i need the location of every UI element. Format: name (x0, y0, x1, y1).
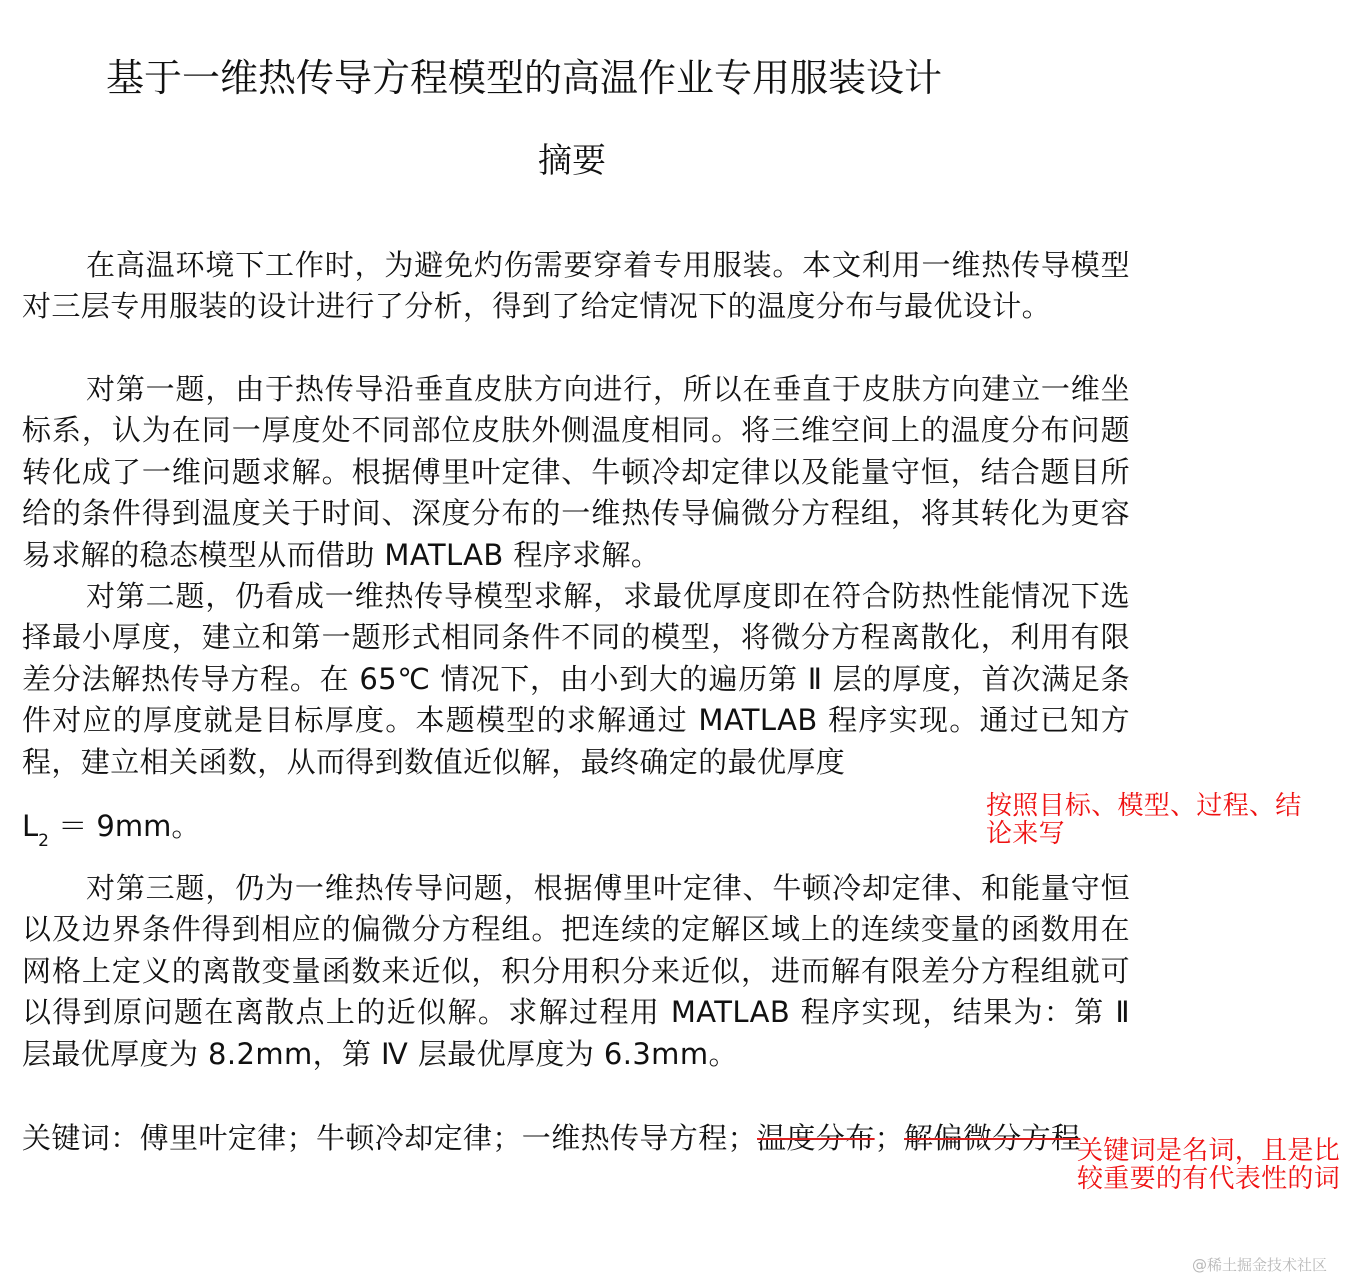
abstract-paragraph-problem-1: 对第一题，由于热传导沿垂直皮肤方向进行，所以在垂直于皮肤方向建立一维坐标系，认为在同一厚度处不同部位皮肤外侧温度相同。将三维空间上的温度分布问题转化成了一维问题求解。根据傅里叶定律、牛顿冷却定律以及能量守恒，结合题目所给的条件得到温度关于时间、深度分布的一维热传导偏微分方程组，将其转化为更容易求解的稳态模型从而借助 MATLAB 程序求解。 (22, 372, 1130, 572)
keyword-struck-pde: 解偏微分方程 (904, 1121, 1081, 1155)
keywords-line (22, 1117, 1130, 1159)
keyword-struck-temperature-distribution: 温度分布 (757, 1121, 875, 1155)
abstract-paragraph-problem-3: 对第三题，仍为一维热传导问题，根据傅里叶定律、牛顿冷却定律、和能量守恒以及边界条件得到相应的偏微分方程组。把连续的定解区域上的连续变量的函数用在网格上定义的离散变量函数来近似，积分用积分来近似，进而解有限差分方程组就可以得到原问题在离散点上的近似解。求解过程用 MATLAB 程序实现，结果为：第 Ⅱ 层最优厚度为 8.2mm，第 Ⅳ 层最优厚度为 6.3mm。 (22, 871, 1130, 1071)
equation-variable: L (22, 809, 39, 843)
annotation-abstract-structure: 按照目标、模型、过程、结论来写 (986, 791, 1302, 849)
abstract-paragraph-intro: 在高温环境下工作时，为避免灼伤需要穿着专用服装。本文利用一维热传导模型对三层专用服装的设计进行了分析，得到了给定情况下的温度分布与最优设计。 (22, 248, 1130, 324)
equation-value: ＝ 9mm。 (49, 809, 201, 843)
keywords-label: 关键词： (22, 1121, 140, 1155)
watermark: @稀土掘金技术社区 (1192, 1256, 1328, 1274)
annotation-keywords-advice: 关键词是名词，且是比较重要的有代表性的词 (1077, 1136, 1341, 1194)
abstract-heading: 摘要 (538, 141, 606, 181)
paper-title: 基于一维热传导方程模型的高温作业专用服装设计 (106, 56, 943, 100)
keywords-kept: 傅里叶定律；牛顿冷却定律；一维热传导方程； (139, 1121, 758, 1155)
abstract-paragraph-problem-2: 对第二题，仍看成一维热传导模型求解，求最优厚度即在符合防热性能情况下选择最小厚度，建立和第一题形式相同条件不同的模型，将微分方程离散化，利用有限差分法解热传导方程。在 65℃ 情况下，由小到大的遍历第 Ⅱ 层的厚度，首次满足条件对应的厚度就是目标厚度。本题模型的求解通过 MATLAB 程序实现。通过已知方程，建立相关函数，从而得到数值近似解，最终确定的最优厚度 (22, 579, 1130, 779)
equation-subscript: 2 (38, 831, 49, 851)
optimal-thickness-equation (22, 806, 200, 861)
keywords-separator: ； (874, 1121, 905, 1155)
